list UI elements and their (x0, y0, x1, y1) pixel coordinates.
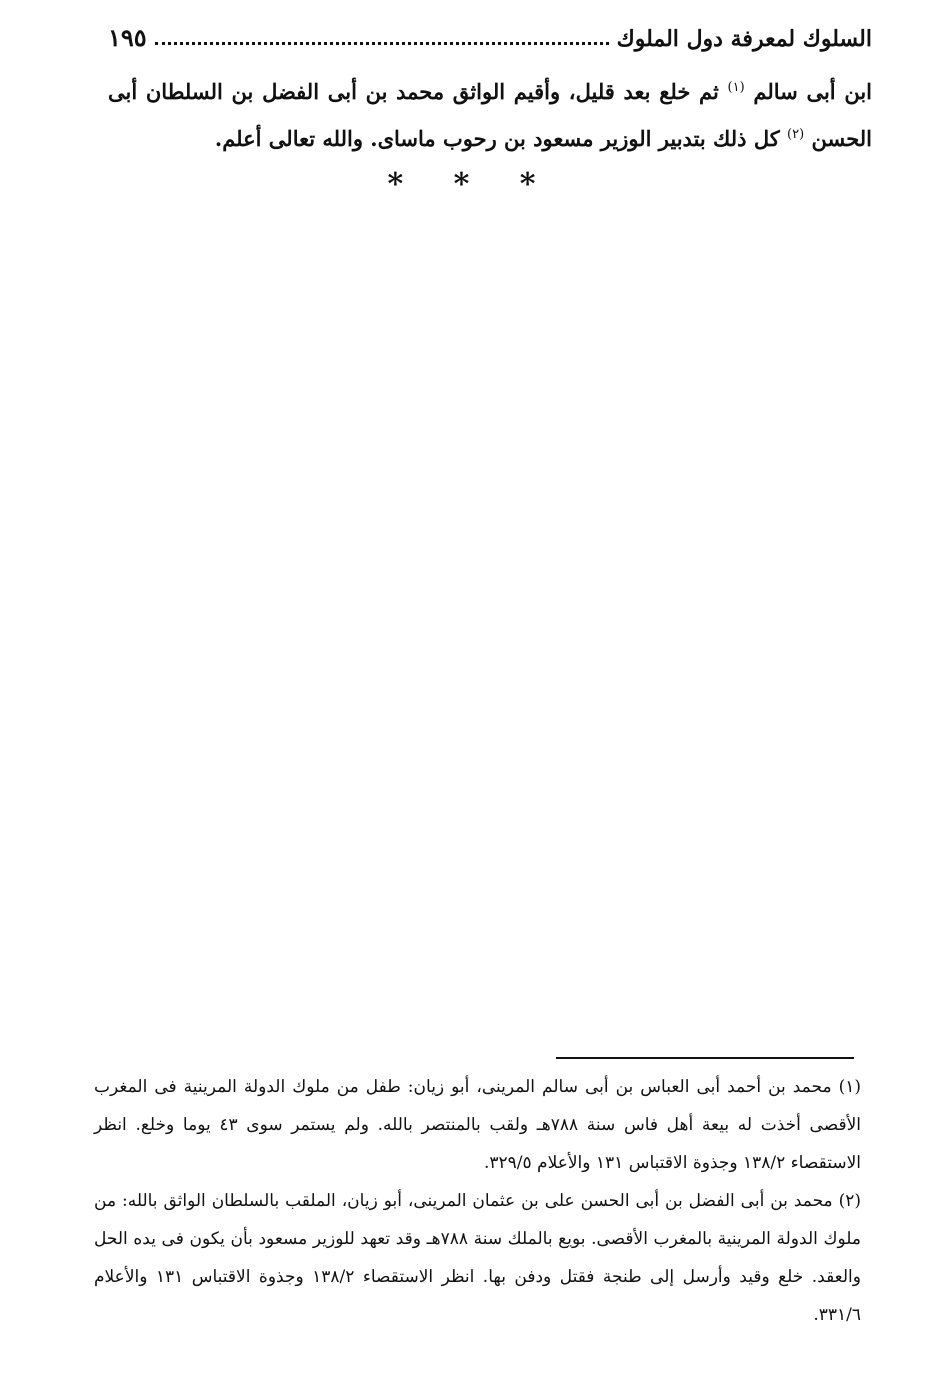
running-header (108, 18, 872, 52)
footnotes (94, 1068, 861, 1334)
footnote-ref: (١) (727, 80, 745, 95)
dotted-leader (155, 42, 609, 45)
footnote-divider (556, 1057, 854, 1059)
paragraph (108, 66, 872, 160)
running-title: السلوك لمعرفة دول الملوك (616, 26, 872, 52)
section-separator: * * * (387, 167, 556, 202)
main-text (108, 66, 872, 160)
paragraph-text: ابن أبى سالم (753, 79, 873, 104)
footnote: (٢) محمد بن أبى الفضل بن أبى الحسن على بن عثمان المرينى، أبو زيان، الملقب بالسلطان الواثق بالله: من ملوك الدولة المرينية بالمغرب الأقصى. بويع بالملك سنة ٧٨٨هـ وقد تعهد للوزير مسعود بأن يكون فى يده الحل والعقد. خلع وقيد وأرسل إلى طنجة فقتل ودفن بها. انظر الاستقصاء ١٣٨/٢ وجذوة الاقتباس ١٣١ والأعلام ٣٣١/٦. (94, 1191, 861, 1325)
footnote-ref: (٢) (787, 127, 805, 142)
footnote: (١) محمد بن أحمد أبى العباس بن أبى سالم المرينى، أبو زيان: طفل من ملوك الدولة المرينية فى المغرب الأقصى أخذت له بيعة أهل فاس سنة ٧٨٨هـ ولقب بالمنتصر بالله. ولم يستمر سوى ٤٣ يوما وخلع. انظر الاستقصاء ١٣٨/٢ وجذوة الاقتباس ١٣١ والأعلام ٣٢٩/٥. (94, 1077, 861, 1173)
paragraph-text: كل ذلك بتدبير الوزير مسعود بن رحوب ماساى. والله تعالى أعلم. (214, 126, 780, 151)
page-number: ١٩٥ (108, 23, 147, 52)
paragraph-text: ثم خلع بعد قليل، وأقيم الواثق محمد بن أبى الفضل بن السلطان أبى الحسن (108, 79, 872, 151)
